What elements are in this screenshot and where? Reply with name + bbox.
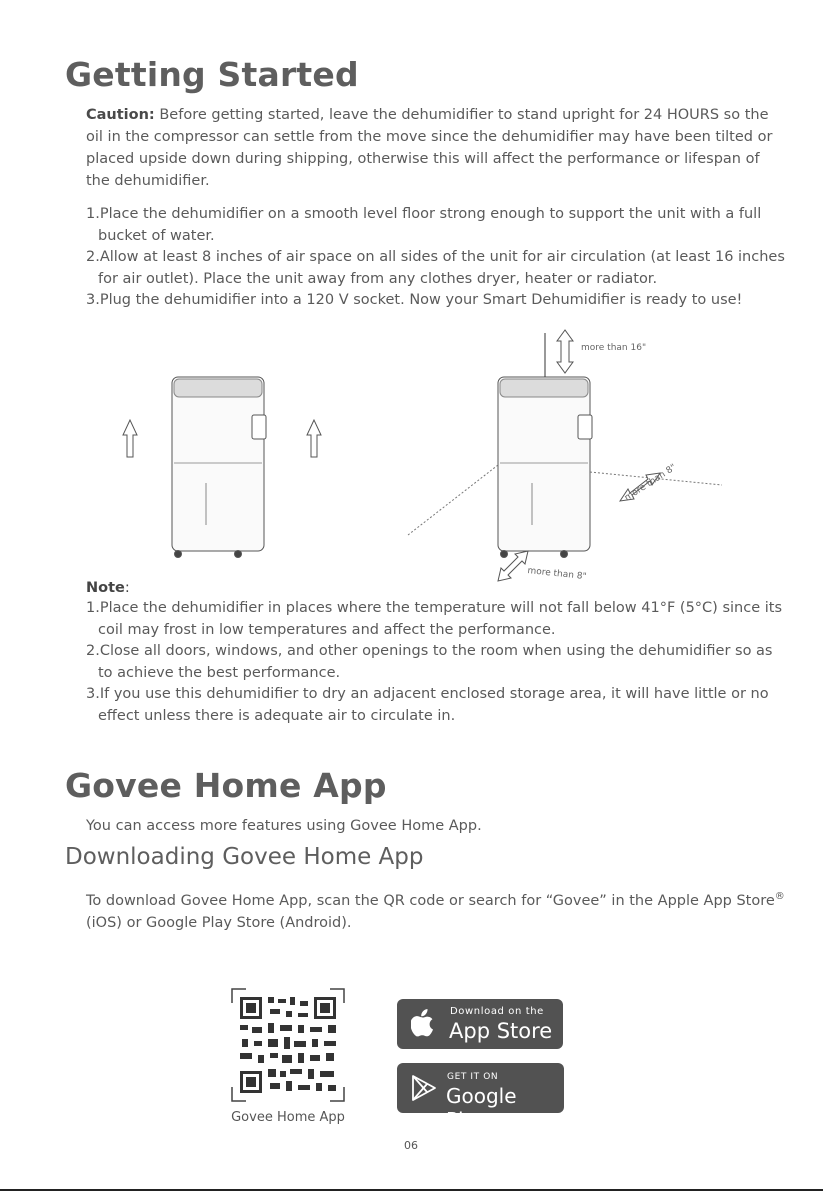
registered-mark: ® — [774, 891, 785, 902]
dehumidifier-diagram — [100, 325, 740, 590]
note-item-3: 3.If you use this dehumidifier to dry an adjacent enclosed storage area, it will have little or no effect unless there is adequate air to circulate in. — [86, 686, 769, 724]
play-store-icon — [410, 1074, 438, 1102]
setup-step-1: 1.Place the dehumidifier on a smooth level floor strong enough to support the unit with a full bucket of water. — [86, 206, 762, 244]
download-paragraph — [86, 886, 786, 934]
heading-downloading: Downloading Govee Home App — [65, 844, 424, 870]
download-text-1: To download Govee Home App, scan the QR code or search for “Govee” in the Apple App Store — [86, 892, 775, 909]
setup-step-3: 3.Plug the dehumidifier into a 120 V socket. Now your Smart Dehumidifier is ready to use! — [86, 292, 743, 308]
note-item-1: 1.Place the dehumidifier in places where the temperature will not fall below 41°F (5°C) since its coil may frost in low temperatures and affect the performance. — [86, 600, 782, 638]
app-store-button[interactable] — [397, 999, 563, 1049]
page-number: 06 — [404, 1139, 418, 1152]
dehumidifier-unit-left — [172, 377, 266, 558]
google-play-big-text: Google Play — [446, 1084, 517, 1132]
dim-label-top: more than 16" — [581, 343, 647, 353]
up-arrow-icon — [123, 420, 137, 457]
note-title-text: Note — [86, 580, 125, 596]
setup-steps — [86, 204, 786, 312]
dim-label-front: more than 8" — [526, 566, 588, 583]
qr-code[interactable] — [228, 985, 348, 1105]
note-title — [86, 580, 130, 596]
caution-paragraph — [86, 104, 786, 192]
note-list — [86, 598, 786, 727]
qr-label: Govee Home App — [231, 1110, 345, 1125]
page-bottom-rule — [0, 1189, 823, 1191]
app-intro: You can access more features using Govee Home App. — [86, 818, 482, 834]
google-play-button[interactable] — [397, 1063, 564, 1132]
app-store-big-text: App Store — [449, 1019, 553, 1043]
note-item-2: 2.Close all doors, windows, and other openings to the room when using the dehumidifier so as to achieve the best performance. — [86, 643, 773, 681]
dim-label-side: more than 8" — [623, 462, 679, 504]
caution-text: Before getting started, leave the dehumidifier to stand upright for 24 HOURS so the oil in the compressor can settle from the move since the dehumidifier may have been tilted or placed upside down during shipping, otherwise this will affect the performance or lifespan of the dehumidifier. — [86, 107, 773, 189]
download-text-2: (iOS) or Google Play Store (Android). — [86, 914, 352, 931]
setup-step-2: 2.Allow at least 8 inches of air space on all sides of the unit for air circulation (at least 16 inches for air outlet). Place the unit away from any clothes dryer, heater or radiator. — [86, 249, 785, 287]
dehumidifier-unit-right — [498, 377, 592, 558]
up-arrow-icon — [307, 420, 321, 457]
app-store-small-text: Download on the — [450, 1006, 544, 1017]
heading-getting-started: Getting Started — [65, 55, 359, 94]
apple-icon — [411, 1009, 435, 1037]
note-colon: : — [124, 580, 130, 596]
double-arrow-icon — [557, 330, 573, 373]
heading-govee-home-app: Govee Home App — [65, 766, 387, 805]
caution-label: Caution: — [86, 107, 155, 123]
google-play-small-text: GET IT ON — [447, 1072, 499, 1082]
